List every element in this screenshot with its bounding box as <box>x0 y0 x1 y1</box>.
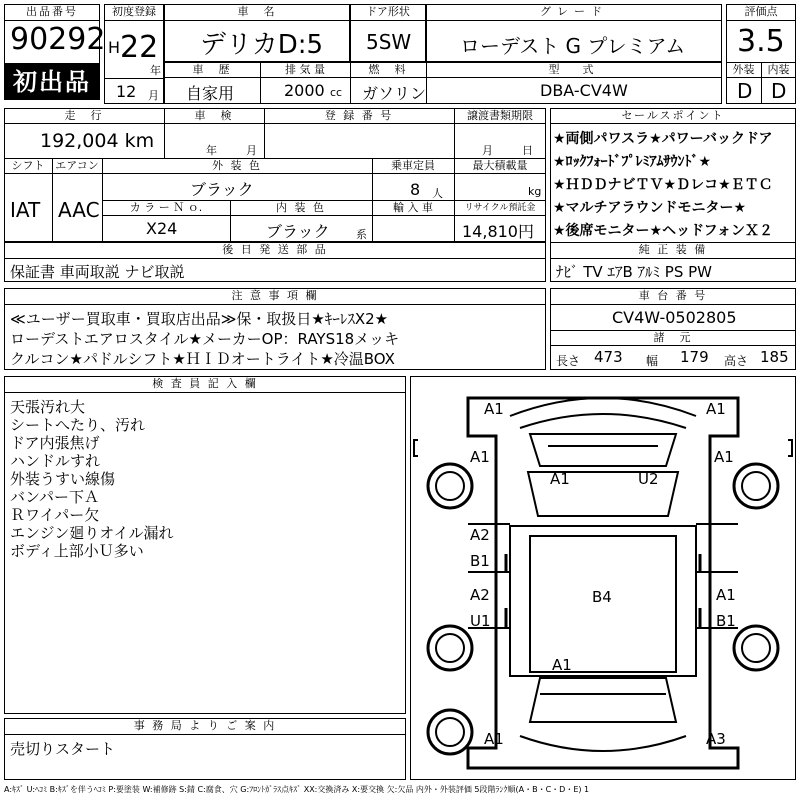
shift-label: シフト <box>11 159 45 172</box>
sales-line: ★ＨＤＤナビＴＶ★Ｄレコ★ＥＴＣ <box>553 177 773 193</box>
history-label: 車 歴 <box>192 63 232 76</box>
inspector-line: エンジン廻りオイル漏れ <box>10 524 174 542</box>
notes-line: ≪ユーザー買取車・買取店出品≫保・取扱日★ｷｰﾚｽX2★ <box>10 310 389 328</box>
interior-label: 内装 <box>767 63 790 76</box>
damage-mark: A1 <box>470 448 490 466</box>
score-label: 評価点 <box>744 5 778 18</box>
chassis-number: CV4W-0502805 <box>612 308 737 327</box>
recycle-label: リサイクル預託金 <box>464 203 536 213</box>
equipment: ﾅﾋﾞ TV ｴｱB ｱﾙﾐ PS PW <box>556 263 712 281</box>
inspection-year-unit: 年 <box>206 144 217 157</box>
exterior-grade: D <box>737 79 753 103</box>
inspector-label: 検 査 員 記 入 欄 <box>152 377 258 390</box>
shift: IAT <box>10 198 41 222</box>
damage-mark: U1 <box>470 612 491 630</box>
displacement: 2000 <box>284 81 325 100</box>
first-reg-label: 初度登録 <box>112 5 156 18</box>
year-unit: 年 <box>150 64 161 77</box>
first-reg-year: 22 <box>120 30 159 65</box>
damage-mark: U2 <box>638 470 659 488</box>
sales-line: ★両側パワスラ★パワーバックドア <box>553 131 773 147</box>
office-text: 売切りスタート <box>10 740 116 758</box>
damage-mark: A3 <box>706 730 726 748</box>
int-color: ブラック <box>266 222 330 241</box>
height: 185 <box>760 348 789 366</box>
specs-label: 諸 元 <box>653 331 693 344</box>
sales-line: ★ﾛｯｸﾌｫｰﾄﾞﾌﾟﾚﾐｱﾑｻｳﾝﾄﾞ★ <box>553 154 712 170</box>
int-color-label: 内 装 色 <box>276 201 326 214</box>
color-no-label: カ ラ ー Ｎ ｏ. <box>129 201 203 214</box>
damage-mark: B1 <box>716 612 736 630</box>
model-code: DBA-CV4W <box>540 81 628 100</box>
inspector-line: シートへたり、汚れ <box>10 416 146 434</box>
era: H <box>108 38 121 57</box>
damage-mark: B4 <box>592 588 612 606</box>
damage-mark: A1 <box>552 656 572 674</box>
inspector-line: ボディ上部小Ｕ多い <box>10 542 144 560</box>
transfer-month-unit: 月 <box>482 144 493 157</box>
height-label: 高さ <box>724 354 749 368</box>
damage-mark: A1 <box>706 400 726 418</box>
lot-label: 出品番号 <box>26 5 78 18</box>
width: 179 <box>680 348 709 366</box>
mileage-label: 走 行 <box>64 109 104 122</box>
exterior-label: 外装 <box>732 63 755 76</box>
ac-label: エアコン <box>55 159 99 172</box>
transfer-doc-label: 譲渡書類期限 <box>467 109 533 122</box>
fuel-label: 燃 料 <box>368 63 408 76</box>
notes-line: クルコン★パドルシフト★ＨＩＤオートライト★冷温BOX <box>10 350 395 368</box>
displacement-label: 排 気 量 <box>285 63 325 76</box>
length: 473 <box>594 348 623 366</box>
inspector-line: ドア内張焦げ <box>10 434 100 452</box>
capacity: 8 <box>410 180 421 199</box>
sales-line: ★後席モニター★ヘッドフォンＸ２ <box>553 223 773 239</box>
chassis-label: 車 台 番 号 <box>638 289 708 302</box>
sales-line: ★マルチアラウンドモニター★ <box>553 200 747 216</box>
color-number: X24 <box>146 219 178 238</box>
inspector-line: 外装うすい線傷 <box>10 470 116 488</box>
car-diagram <box>410 376 796 780</box>
damage-mark: A1 <box>714 448 734 466</box>
max-load-label: 最大積載量 <box>472 159 528 172</box>
inspection-label: 車 検 <box>194 109 234 122</box>
history: 自家用 <box>186 84 235 103</box>
transfer-day-unit: 日 <box>522 144 533 157</box>
door-type: 5SW <box>366 30 412 54</box>
length-label: 長さ <box>556 354 581 368</box>
inspector-line: ハンドルすれ <box>10 452 101 470</box>
inspector-line: 天張汚れ大 <box>10 398 86 416</box>
capacity-label: 乗車定員 <box>391 159 435 172</box>
damage-mark: A1 <box>716 586 736 604</box>
equipment-label: 純 正 装 備 <box>638 243 708 256</box>
inspector-line: バンパー下Ａ <box>10 488 99 506</box>
name-label: 車 名 <box>237 5 277 18</box>
width-label: 幅 <box>646 354 659 368</box>
month-unit: 月 <box>148 89 159 102</box>
later-parts: 保証書 車両取説 ナビ取説 <box>10 263 185 281</box>
recycle-fee: 14,810円 <box>462 222 534 241</box>
load-unit: kg <box>528 185 542 198</box>
fuel: ガソリン <box>362 84 427 103</box>
lot-number: 90292 <box>10 22 106 57</box>
ac: AAC <box>58 198 100 222</box>
first-listing-badge: 初出品 <box>4 64 100 100</box>
mileage: 192,004 km <box>40 130 155 152</box>
damage-mark: A2 <box>470 586 490 604</box>
door-label: ドア形状 <box>366 5 410 18</box>
sales-points-label: セールスポイント <box>621 109 725 122</box>
interior-grade: D <box>771 79 787 103</box>
notes-line: ローデストエアロスタイル★メーカーOP：RAYS18メッキ <box>10 330 400 348</box>
ext-color: ブラック <box>190 180 254 199</box>
grade-label: グレード <box>540 5 608 18</box>
grade: ローデスト G プレミアム <box>460 34 686 58</box>
damage-mark: A2 <box>470 526 490 544</box>
model-label: 型 式 <box>548 63 600 76</box>
legend-footer: A:ｷｽﾞ U:ﾍｺﾐ B:ｷｽﾞを伴うﾍｺﾐ P:要塗装 W:補修跡 S:錆 C:腐食、穴 G:ﾌﾛﾝﾄｶﾞﾗｽ点ｷｽﾞ XX:交換済み X:要交換 欠:欠品 内外・外装評価 5段階ﾗﾝｸ順(A・B・C・D・E) 1 <box>4 785 590 794</box>
later-parts-label: 後 日 発 送 部 品 <box>222 243 328 256</box>
inspector-line: Ｒワイパー欠 <box>10 506 100 524</box>
displacement-unit: cc <box>330 86 343 99</box>
import-label: 輸 入 車 <box>393 201 433 214</box>
int-color-unit: 系 <box>356 228 367 241</box>
ext-color-label: 外 装 色 <box>212 159 262 172</box>
capacity-unit: 人 <box>432 187 443 200</box>
damage-mark: A1 <box>484 730 504 748</box>
score: 3.5 <box>737 24 785 59</box>
office-label: 事 務 局 よ り ご 案 内 <box>133 719 277 732</box>
reg-number-label: 登 録 番 号 <box>324 109 394 122</box>
notes-label: 注 意 事 項 欄 <box>231 289 319 302</box>
damage-mark: A1 <box>484 400 504 418</box>
first-reg-month: 12 <box>116 82 137 101</box>
damage-mark: A1 <box>550 470 570 488</box>
inspection-month-unit: 月 <box>246 144 257 157</box>
damage-mark: B1 <box>470 552 490 570</box>
car-name: デリカD:5 <box>200 30 324 60</box>
